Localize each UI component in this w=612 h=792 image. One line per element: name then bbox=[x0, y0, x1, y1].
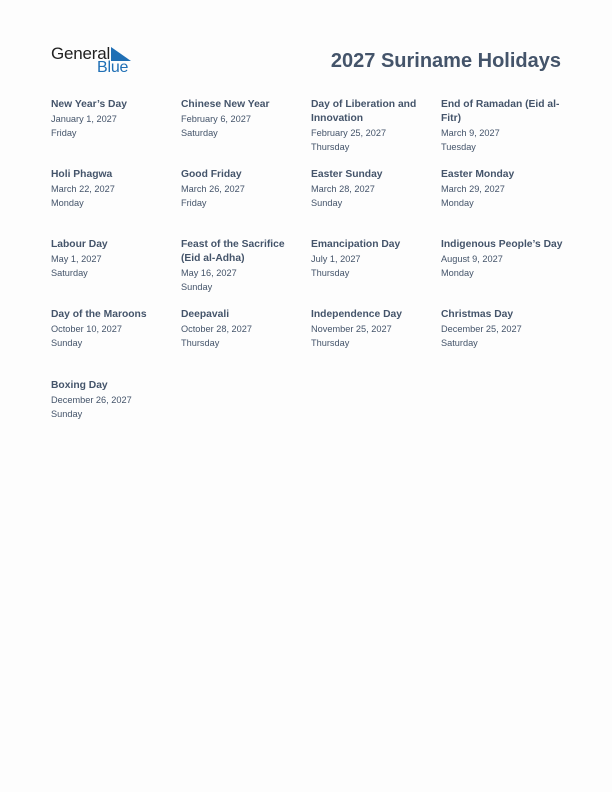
holiday-date: May 16, 2027 bbox=[181, 268, 237, 278]
holiday-weekday: Thursday bbox=[311, 268, 350, 278]
holiday-entry bbox=[181, 98, 303, 140]
holiday-date: December 25, 2027 bbox=[441, 324, 522, 334]
holiday-weekday: Sunday bbox=[311, 198, 343, 208]
holiday-entry bbox=[51, 238, 173, 280]
holiday-weekday: Sunday bbox=[181, 282, 213, 292]
generalblue-logo bbox=[51, 44, 141, 78]
holiday-date: February 6, 2027 bbox=[181, 114, 251, 124]
holiday-name: Labour Day bbox=[51, 239, 108, 250]
holiday-entry bbox=[311, 98, 433, 154]
holiday-date: March 26, 2027 bbox=[181, 184, 245, 194]
holiday-entry bbox=[181, 168, 303, 210]
holiday-date: October 28, 2027 bbox=[181, 324, 252, 334]
holiday-entry bbox=[311, 308, 433, 350]
holiday-date: July 1, 2027 bbox=[311, 254, 361, 264]
holiday-date: August 9, 2027 bbox=[441, 254, 503, 264]
holiday-weekday: Monday bbox=[441, 268, 474, 278]
holiday-entry bbox=[441, 168, 563, 210]
holiday-entry bbox=[51, 308, 173, 350]
holiday-entry bbox=[311, 238, 433, 280]
holiday-weekday: Monday bbox=[441, 198, 474, 208]
holiday-date: March 28, 2027 bbox=[311, 184, 375, 194]
holiday-weekday: Saturday bbox=[181, 128, 218, 138]
holiday-date: December 26, 2027 bbox=[51, 395, 132, 405]
holiday-weekday: Thursday bbox=[181, 338, 220, 348]
holiday-name: New Year’s Day bbox=[51, 99, 127, 110]
holiday-date: March 22, 2027 bbox=[51, 184, 115, 194]
holiday-entry bbox=[51, 379, 173, 421]
holiday-date: May 1, 2027 bbox=[51, 254, 102, 264]
holiday-weekday: Thursday bbox=[311, 142, 350, 152]
holiday-name: Good Friday bbox=[181, 169, 242, 180]
holiday-date: November 25, 2027 bbox=[311, 324, 392, 334]
holiday-entry bbox=[441, 308, 563, 350]
holiday-entry bbox=[181, 238, 303, 294]
holiday-entry bbox=[51, 168, 173, 210]
holiday-name: Chinese New Year bbox=[181, 99, 270, 110]
holiday-name: Easter Sunday bbox=[311, 169, 383, 180]
holiday-weekday: Saturday bbox=[51, 268, 88, 278]
holiday-weekday: Tuesday bbox=[441, 142, 476, 152]
holiday-date: March 29, 2027 bbox=[441, 184, 505, 194]
holiday-name: Indigenous People’s Day bbox=[441, 239, 563, 250]
logo-word-blue: Blue bbox=[97, 59, 129, 76]
holiday-date: October 10, 2027 bbox=[51, 324, 122, 334]
holiday-entry bbox=[311, 168, 433, 210]
holiday-weekday: Sunday bbox=[51, 409, 83, 419]
page-title: 2027 Suriname Holidays bbox=[330, 50, 561, 72]
holiday-name: Feast of the Sacrifice (Eid al-Adha) bbox=[181, 239, 285, 264]
holiday-entry bbox=[51, 98, 173, 140]
holiday-entry bbox=[441, 98, 563, 154]
holiday-entry bbox=[441, 238, 563, 280]
holiday-weekday: Sunday bbox=[51, 338, 83, 348]
holiday-weekday: Thursday bbox=[311, 338, 350, 348]
holiday-name: Deepavali bbox=[181, 309, 230, 320]
holiday-name: Emancipation Day bbox=[311, 239, 401, 250]
holiday-name: Day of the Maroons bbox=[51, 309, 147, 320]
holiday-date: January 1, 2027 bbox=[51, 114, 117, 124]
holiday-name: Christmas Day bbox=[441, 309, 514, 320]
holiday-name: Boxing Day bbox=[51, 380, 108, 391]
holiday-weekday: Saturday bbox=[441, 338, 478, 348]
holiday-name: Holi Phagwa bbox=[51, 169, 113, 180]
holiday-date: February 25, 2027 bbox=[311, 128, 387, 138]
holiday-weekday: Friday bbox=[51, 128, 77, 138]
holiday-date: March 9, 2027 bbox=[441, 128, 500, 138]
holiday-weekday: Friday bbox=[181, 198, 207, 208]
holiday-name: Day of Liberation and Innovation bbox=[311, 99, 417, 124]
holiday-name: End of Ramadan (Eid al-Fitr) bbox=[441, 99, 560, 124]
holiday-name: Easter Monday bbox=[441, 169, 515, 180]
holiday-weekday: Monday bbox=[51, 198, 84, 208]
logo-word-general: General bbox=[51, 44, 111, 63]
holiday-entry bbox=[181, 308, 303, 350]
holiday-name: Independence Day bbox=[311, 309, 402, 320]
